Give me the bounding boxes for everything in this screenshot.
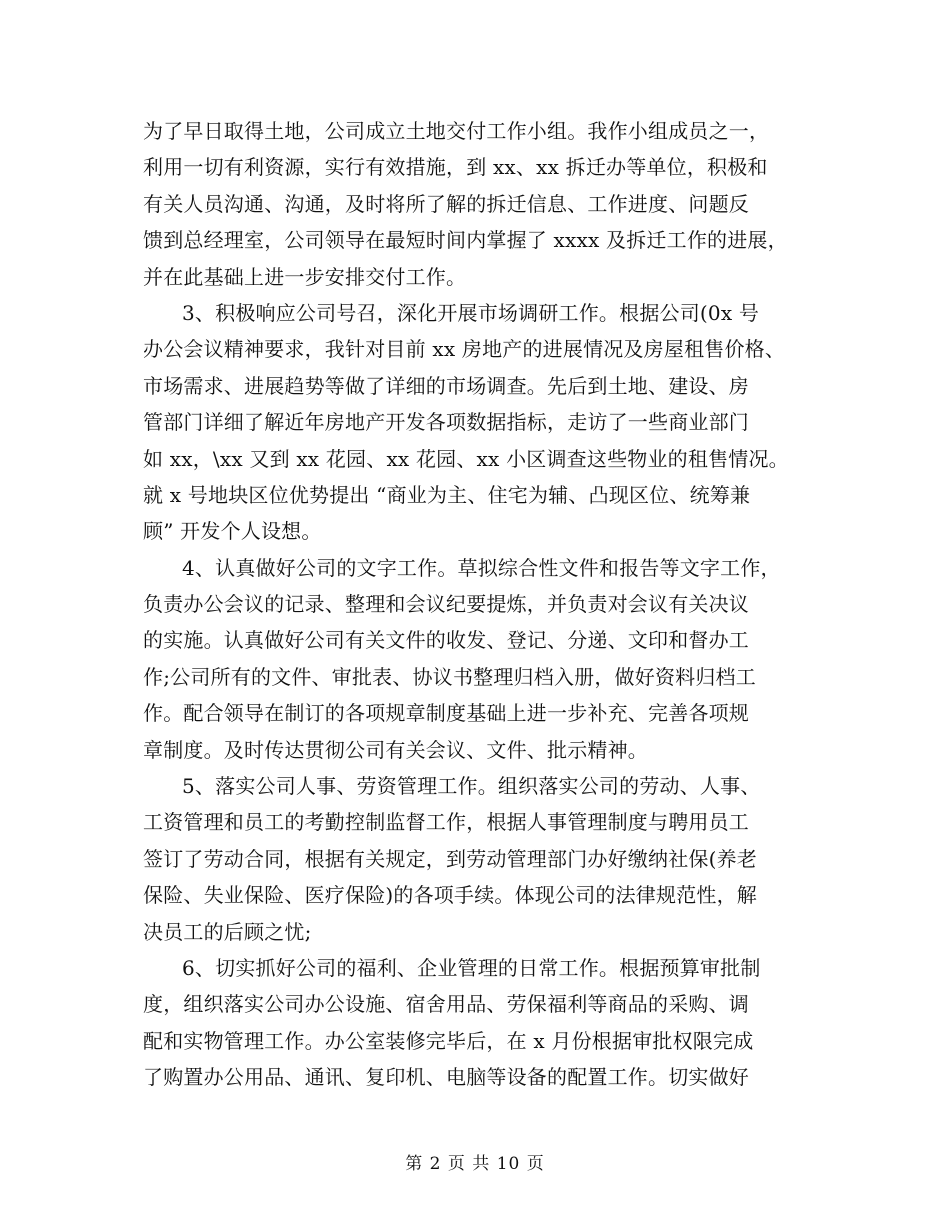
text-line: 作。配合领导在制订的各项规章制度基础上进一步补充、完善各项规 [143,701,749,726]
text-line: 度，组织落实公司办公设施、宿舍用品、劳保福利等商品的采购、调 [143,992,749,1017]
text-line: 章制度。及时传达贯彻公司有关会议、文件、批示精神。 [143,737,648,762]
text-line: 配和实物管理工作。办公室装修完毕后，在 x 月份根据审批权限完成 [143,1028,754,1053]
text-line: 顾” 开发个人设想。 [143,519,322,544]
text-line: 市场需求、进展趋势等做了详细的市场调查。先后到土地、建设、房 [143,373,749,398]
text-line: 负责办公会议的记录、整理和会议纪要提炼，并负责对会议有关决议 [143,592,749,617]
text-line: 决员工的后顾之忧; [143,919,312,944]
text-line: 利用一切有利资源，实行有效措施，到 xx、xx 拆迁办等单位，积极和 [143,155,768,180]
text-line: 的实施。认真做好公司有关文件的收发、登记、分递、文印和督办工 [143,628,749,653]
text-line: 了购置办公用品、通讯、复印机、电脑等设备的配置工作。切实做好 [143,1065,749,1090]
text-line: 5、落实公司人事、劳资管理工作。组织落实公司的劳动、人事、 [182,774,761,799]
text-line: 签订了劳动合同，根据有关规定，到劳动管理部门办好缴纳社保(养老 [143,846,758,871]
text-line: 为了早日取得土地，公司成立土地交付工作小组。我作小组成员之一， [143,119,770,143]
page-footer: 第 2 页 共 10 页 [405,1154,545,1174]
text-line: 3、积极响应公司号召，深化开展市场调研工作。根据公司(0x 号 [182,300,760,325]
text-line: 馈到总经理室，公司领导在最短时间内掌握了 xxxx 及拆迁工作的进展， [143,228,788,253]
text-line: 作;公司所有的文件、审批表、协议书整理归档入册，做好资料归档工 [143,664,756,689]
text-line: 管部门详细了解近年房地产开发各项数据指标，走访了一些商业部门 [143,410,749,435]
text-line: 有关人员沟通、沟通，及时将所了解的拆迁信息、工作进度、问题反 [143,191,749,216]
text-line: 并在此基础上进一步安排交付工作。 [143,264,467,289]
text-line: 工资管理和员工的考勤控制监督工作，根据人事管理制度与聘用员工 [143,810,749,835]
document-body [143,113,813,1096]
text-line: 如 xx，\xx 又到 xx 花园、xx 花园、xx 小区调查这些物业的租售情况。 [143,446,789,471]
text-line: 办公会议精神要求，我针对目前 xx 房地产的进展情况及房屋租售价格、 [143,337,786,362]
text-line: 4、认真做好公司的文字工作。草拟综合性文件和报告等文字工作， [182,555,781,580]
text-line: 6、切实抓好公司的福利、企业管理的日常工作。根据预算审批制 [182,955,761,980]
text-line: 就 x 号地块区位优势提出 “商业为主、住宅为辅、凸现区位、统筹兼 [143,482,751,507]
text-line: 保险、失业保险、医疗保险)的各项手续。体现公司的法律规范性，解 [143,883,758,908]
